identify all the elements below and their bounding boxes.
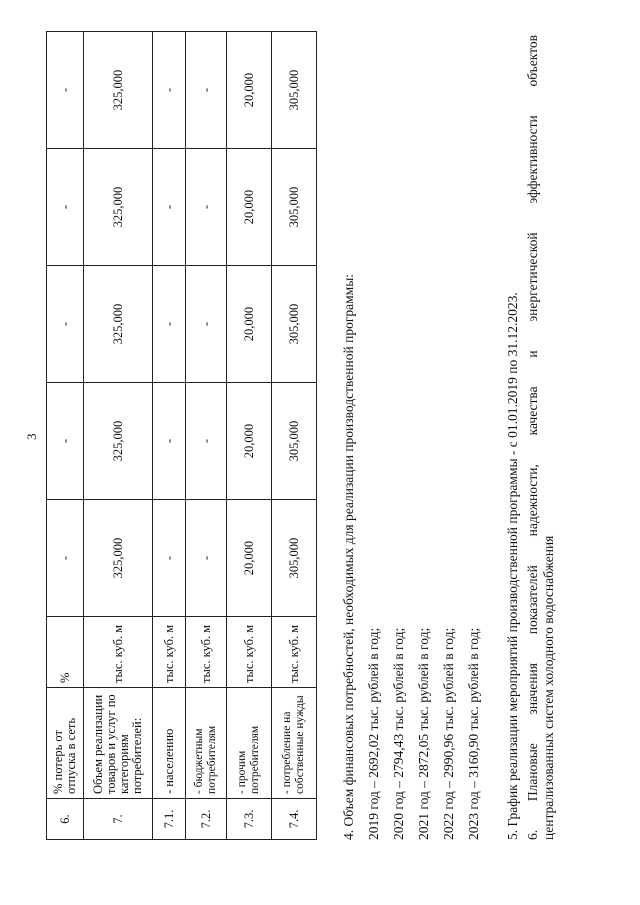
finance-item: 2019 год – 2692,02 тыс. рублей в год; (366, 627, 381, 840)
finance-item: 2021 год – 2872,05 тыс. рублей в год; (416, 627, 431, 840)
table-cell: - (153, 32, 186, 149)
finance-item: 2023 год – 3160,90 тыс. рублей в год; (466, 627, 481, 840)
table-cell: 20,000 (227, 149, 272, 266)
row-name: - бюджетным потребителям (186, 688, 227, 799)
row-name: % потерь от отпуска в сеть (47, 688, 84, 799)
table-cell: - (47, 500, 84, 617)
row-name: - населению (153, 688, 186, 799)
row-number: 7.1. (153, 799, 186, 840)
page-number: 3 (24, 433, 39, 440)
table-cell: 305,000 (272, 149, 317, 266)
table-cell: 20,000 (227, 383, 272, 500)
table-row (272, 32, 317, 840)
section-4-heading: 4. Объем финансовых потребностей, необходимых для реализации производственной программы: (341, 273, 356, 840)
row-number: 7.3. (227, 799, 272, 840)
row-unit: тыс. куб. м (272, 617, 317, 688)
table-cell: 325,000 (84, 383, 153, 500)
table-cell: 305,000 (272, 32, 317, 149)
row-unit: тыс. куб. м (227, 617, 272, 688)
row-unit: тыс. куб. м (153, 617, 186, 688)
table-cell: 20,000 (227, 32, 272, 149)
table-row (186, 32, 227, 840)
table-cell: - (186, 266, 227, 383)
table-cell: - (186, 500, 227, 617)
table-cell: - (153, 383, 186, 500)
table-cell: 325,000 (84, 266, 153, 383)
section-6-line-2: централизованных систем холодного водоснабжения (541, 535, 556, 840)
row-unit: тыс. куб. м (84, 617, 153, 688)
row-number: 7.2. (186, 799, 227, 840)
table-cell: - (47, 32, 84, 149)
table-cell: - (47, 149, 84, 266)
indicators-table (46, 31, 317, 840)
finance-item: 2020 год – 2794,43 тыс. рублей в год; (391, 627, 406, 840)
row-number: 7.4. (272, 799, 317, 840)
table-cell: - (47, 383, 84, 500)
table-cell: 305,000 (272, 266, 317, 383)
table-cell: - (153, 266, 186, 383)
table-cell: 305,000 (272, 500, 317, 617)
table-cell: - (186, 149, 227, 266)
table-cell: - (186, 32, 227, 149)
document-body (336, 35, 557, 840)
table-cell: - (153, 149, 186, 266)
table-cell: 325,000 (84, 500, 153, 617)
row-name: - потребление на собственные нужды (272, 688, 317, 799)
row-number: 7. (84, 799, 153, 840)
row-number: 6. (47, 799, 84, 840)
table-row (84, 32, 153, 840)
table-row (227, 32, 272, 840)
finance-item: 2022 год – 2990,96 тыс. рублей в год; (441, 627, 456, 840)
table-cell: 305,000 (272, 383, 317, 500)
table-cell: 325,000 (84, 149, 153, 266)
section-5: 5. График реализации мероприятий производственной программы - с 01.01.2019 по 31.12.2023. (505, 292, 520, 840)
table-cell: - (47, 266, 84, 383)
table-cell: 325,000 (84, 32, 153, 149)
table-row (153, 32, 186, 840)
table-cell: - (186, 383, 227, 500)
row-unit: тыс. куб. м (186, 617, 227, 688)
rotated-page-content (20, 20, 580, 880)
row-name: - прочим потребителям (227, 688, 272, 799)
section-6-line-1: 6. Плановые значения показателей надежности, качества и энергетической эффективности объектов (525, 35, 540, 840)
table-row (47, 32, 84, 840)
row-unit: % (47, 617, 84, 688)
table-cell: - (153, 500, 186, 617)
table-cell: 20,000 (227, 266, 272, 383)
row-name: Объем реализации товаров и услуг по категориям потребителей: (84, 688, 153, 799)
table-cell: 20,000 (227, 500, 272, 617)
